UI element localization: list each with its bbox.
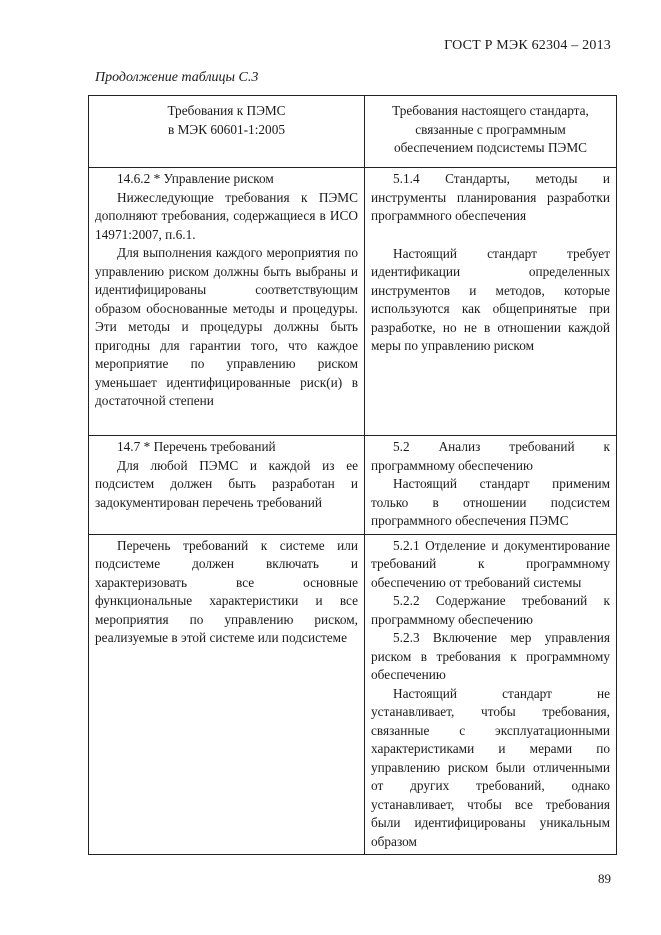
page-number: 89 xyxy=(598,871,611,886)
table-row xyxy=(89,534,617,855)
clause-heading: 5.2.3 Включение мер управления риском в требования к программному обеспечению xyxy=(371,630,610,682)
clause-text: Настоящий стандарт применим только в отношении подсистем программного обеспечения ПЭМС xyxy=(371,476,610,528)
table-cell-right xyxy=(365,534,617,855)
clause-text: Нижеследующие требования к ПЭМС дополняют требования, содержащиеся в ИСО 14971:2007, п.6.1. xyxy=(95,189,358,242)
clause-text: Настоящий стандарт не устанавливает, чтобы требования, связанные с эксплуатационными характеристиками и мерами по управлению риском были отличенными от других требований, однако устанавливает, чтобы все требования были идентифицированы уникальным образом xyxy=(371,685,610,849)
table-cell-right xyxy=(365,168,617,436)
clause-text: Настоящий стандарт требует идентификации определенных инструментов и методов, которые используются как общепринятые при разработке, но не в отношении каждой меры по управлению риском xyxy=(371,245,610,353)
clause-heading: 14.7 * Перечень требований xyxy=(117,439,276,454)
header-left-line: Требования к ПЭМС xyxy=(167,103,286,118)
clause-heading: 5.2 Анализ требований к программному обеспечению xyxy=(371,439,610,473)
header-cell-left xyxy=(89,96,365,168)
header-right-line: Требования настоящего стандарта, xyxy=(392,103,589,118)
clause-text: Для выполнения каждого мероприятия по управлению риском должны быть выбраны и идентифицированы соответствующим образом обоснованные методы и процедуры. Эти методы и процедуры должны быть пригодны для гарантии того, что каждое мероприятие по управлению риском уменьшает идентифицированные риск(и) в достаточной степени xyxy=(95,245,358,408)
table-cell-left xyxy=(89,534,365,855)
header-left-line: в МЭК 60601-1:2005 xyxy=(167,121,285,137)
table-cell-left xyxy=(89,436,365,535)
table-caption: Продолжение таблицы С.3 xyxy=(95,70,259,85)
clause-heading: 5.2.1 Отделение и документирование требований к программному обеспечению от требований системы xyxy=(371,537,610,590)
table-cell-left xyxy=(89,168,365,436)
table-row xyxy=(89,168,617,436)
table-header-row xyxy=(89,96,617,168)
table-cell-right xyxy=(365,436,617,535)
header-cell-right xyxy=(365,96,617,168)
clause-text: Перечень требований к системе или подсистеме должен включать и характеризовать все основные функциональные характеристики и все мероприятия по управлению риском, реализуемые в этой системе или подсистеме xyxy=(95,537,358,645)
clause-heading: 5.1.4 Стандарты, методы и инструменты планирования разработки программного обеспечения xyxy=(371,171,610,223)
document-header: ГОСТ Р МЭК 62304 – 2013 xyxy=(444,38,611,53)
table-row xyxy=(89,436,617,535)
requirements-table xyxy=(88,95,617,855)
header-right-line: связанные с программным xyxy=(415,121,566,137)
clause-heading: 5.2.2 Содержание требований к программному обеспечению xyxy=(371,593,610,627)
clause-text: Для любой ПЭМС и каждой из ее подсистем должен быть разработан и задокументирован перечень требований xyxy=(95,457,358,510)
clause-heading: 14.6.2 * Управление риском xyxy=(117,171,274,186)
header-right-line: обеспечением подсистемы ПЭМС xyxy=(393,140,588,155)
